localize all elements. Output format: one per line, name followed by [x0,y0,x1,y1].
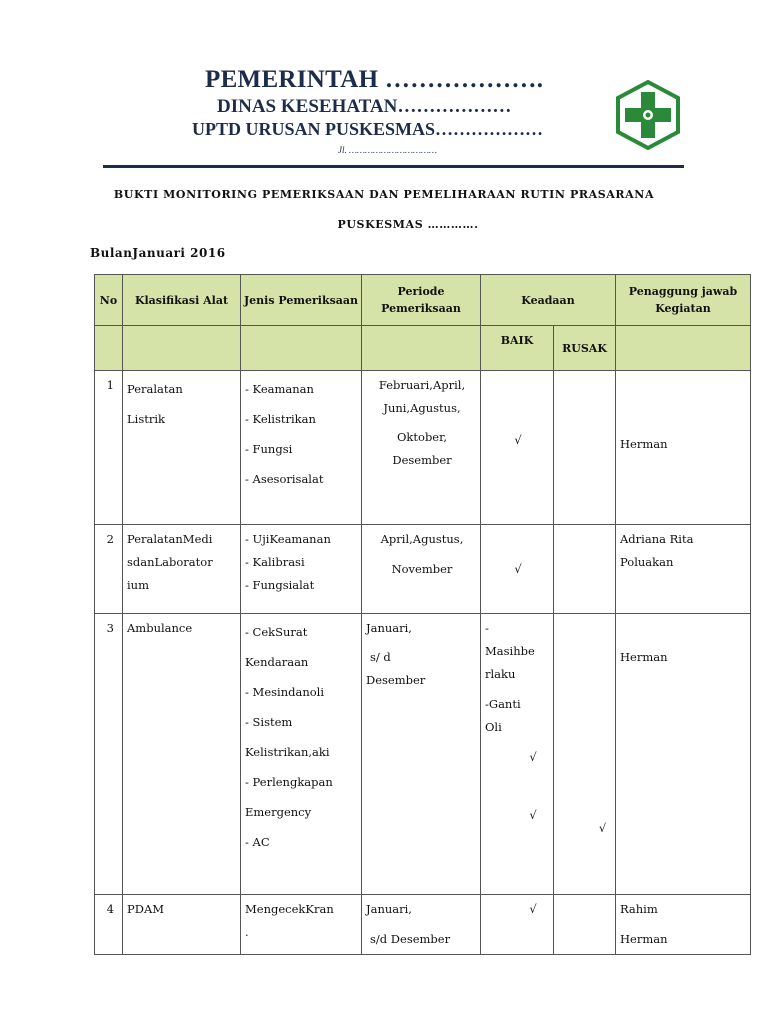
table-row [95,614,751,895]
cell-line: MengecekKran [245,902,334,916]
header-divider [103,165,684,168]
cell-line: April,Agustus, [380,532,464,546]
header-department: DINAS KESEHATAN……………… [217,96,512,117]
check-mark: √ [529,902,537,916]
cell-line: Februari,April, [378,378,466,392]
cell-line: Herman [620,650,668,664]
cell-line: Adriana Rita [620,532,694,546]
cell-line: - CekSurat [245,625,308,639]
document-title: BUKTI MONITORING PEMERIKSAAN DAN PEMELIHARAAN RUTIN PRASARANA [113,188,655,201]
cell-line: Kendaraan [245,655,309,669]
cell-line: November [391,562,453,576]
cell-line: - Perlengkapan [245,775,333,789]
header-empty [362,326,481,371]
cell-line: Masihbe [485,644,535,658]
cell-line: -Ganti [485,697,521,711]
header-baik: BAIK [481,326,554,371]
row-baik [481,614,554,895]
cell-line: Oli [485,720,502,734]
cell-line: - Fungsi [245,442,293,456]
puskesmas-logo-icon [612,78,684,152]
cell-line: PeralatanMedi [127,532,213,546]
check-mark: √ [598,821,607,835]
cell-line: Herman [620,932,668,946]
check-mark: √ [529,808,537,822]
header-jenis: Jenis Pemeriksaan [241,275,362,326]
cell-line: - Mesindanoli [245,685,325,699]
document-subtitle: PUSKESMAS …………. [337,218,479,231]
cell-line: Ambulance [127,621,193,635]
row-periode [362,371,481,525]
row-penanggung [616,895,751,955]
check-mark: √ [529,750,537,764]
row-rusak [554,371,616,525]
header-no: No [95,275,123,326]
row-klasifikasi [123,525,241,614]
cell-line: s/d Desember [370,932,451,946]
cell-line: Desember [366,673,426,687]
cell-line: - Sistem [245,715,293,729]
row-rusak [554,614,616,895]
row-jenis [241,525,362,614]
cell-line: - Keamanan [245,382,314,396]
row-no: 3 [95,614,123,895]
row-no: 2 [95,525,123,614]
row-no: 1 [95,371,123,525]
cell-line: Januari, [366,621,412,635]
cell-line: Listrik [127,412,165,426]
row-baik [481,525,554,614]
row-baik [481,371,554,525]
cell-line: ium [127,578,149,592]
cell-line: sdanLaborator [127,555,213,569]
table-row [95,895,751,955]
header-empty [123,326,241,371]
header-empty [95,326,123,371]
cell-line: s/ d [370,650,391,664]
cell-line: Kelistrikan,aki [245,745,330,759]
row-jenis [241,895,362,955]
row-penanggung [616,371,751,525]
header-periode: Periode Pemeriksaan [362,275,481,326]
row-klasifikasi [123,895,241,955]
header-empty [616,326,751,371]
cell-line: Rahim [620,902,658,916]
cell-line: Januari, [366,902,412,916]
check-mark: √ [514,562,522,576]
row-no: 4 [95,895,123,955]
cell-line: Desember [392,453,452,467]
cell-line: - [485,621,489,635]
header-keadaan: Keadaan [481,275,616,326]
row-baik [481,895,554,955]
row-periode [362,614,481,895]
cell-line: - Kelistrikan [245,412,316,426]
cell-line: Poluakan [620,555,674,569]
row-penanggung [616,614,751,895]
cell-line: PDAM [127,902,165,916]
row-periode [362,895,481,955]
row-jenis [241,371,362,525]
monitoring-table [94,274,751,955]
table-row [95,525,751,614]
cell-line: - AC [245,835,270,849]
row-rusak [554,525,616,614]
cell-line: - Asesorisalat [245,472,324,486]
cell-line: . [245,925,249,939]
cell-line: Juni,Agustus, [383,401,461,415]
cell-line: Emergency [245,805,312,819]
month-label: BulanJanuari 2016 [90,246,226,260]
cell-line: Oktober, [397,430,447,444]
header-penanggung: Penaggung jawab Kegiatan [616,275,751,326]
header-rusak: RUSAK [554,326,616,371]
header-klasifikasi: Klasifikasi Alat [123,275,241,326]
header-uptd: UPTD URUSAN PUSKESMAS……………… [192,119,544,139]
cell-line: - Kalibrasi [245,555,305,569]
cell-line: - Fungsialat [245,578,315,592]
row-rusak [554,895,616,955]
row-periode [362,525,481,614]
row-klasifikasi [123,614,241,895]
row-penanggung [616,525,751,614]
row-jenis [241,614,362,895]
header-address: Jl. …………………………… [338,145,438,155]
cell-line: Herman [620,437,668,451]
cell-line: - UjiKeamanan [245,532,331,546]
cell-line: rlaku [485,667,516,681]
header-empty [241,326,362,371]
check-mark: √ [514,433,522,447]
table-row [95,371,751,525]
header-government: PEMERINTAH ………………. [205,66,544,93]
cell-line: Peralatan [127,382,183,396]
row-klasifikasi [123,371,241,525]
